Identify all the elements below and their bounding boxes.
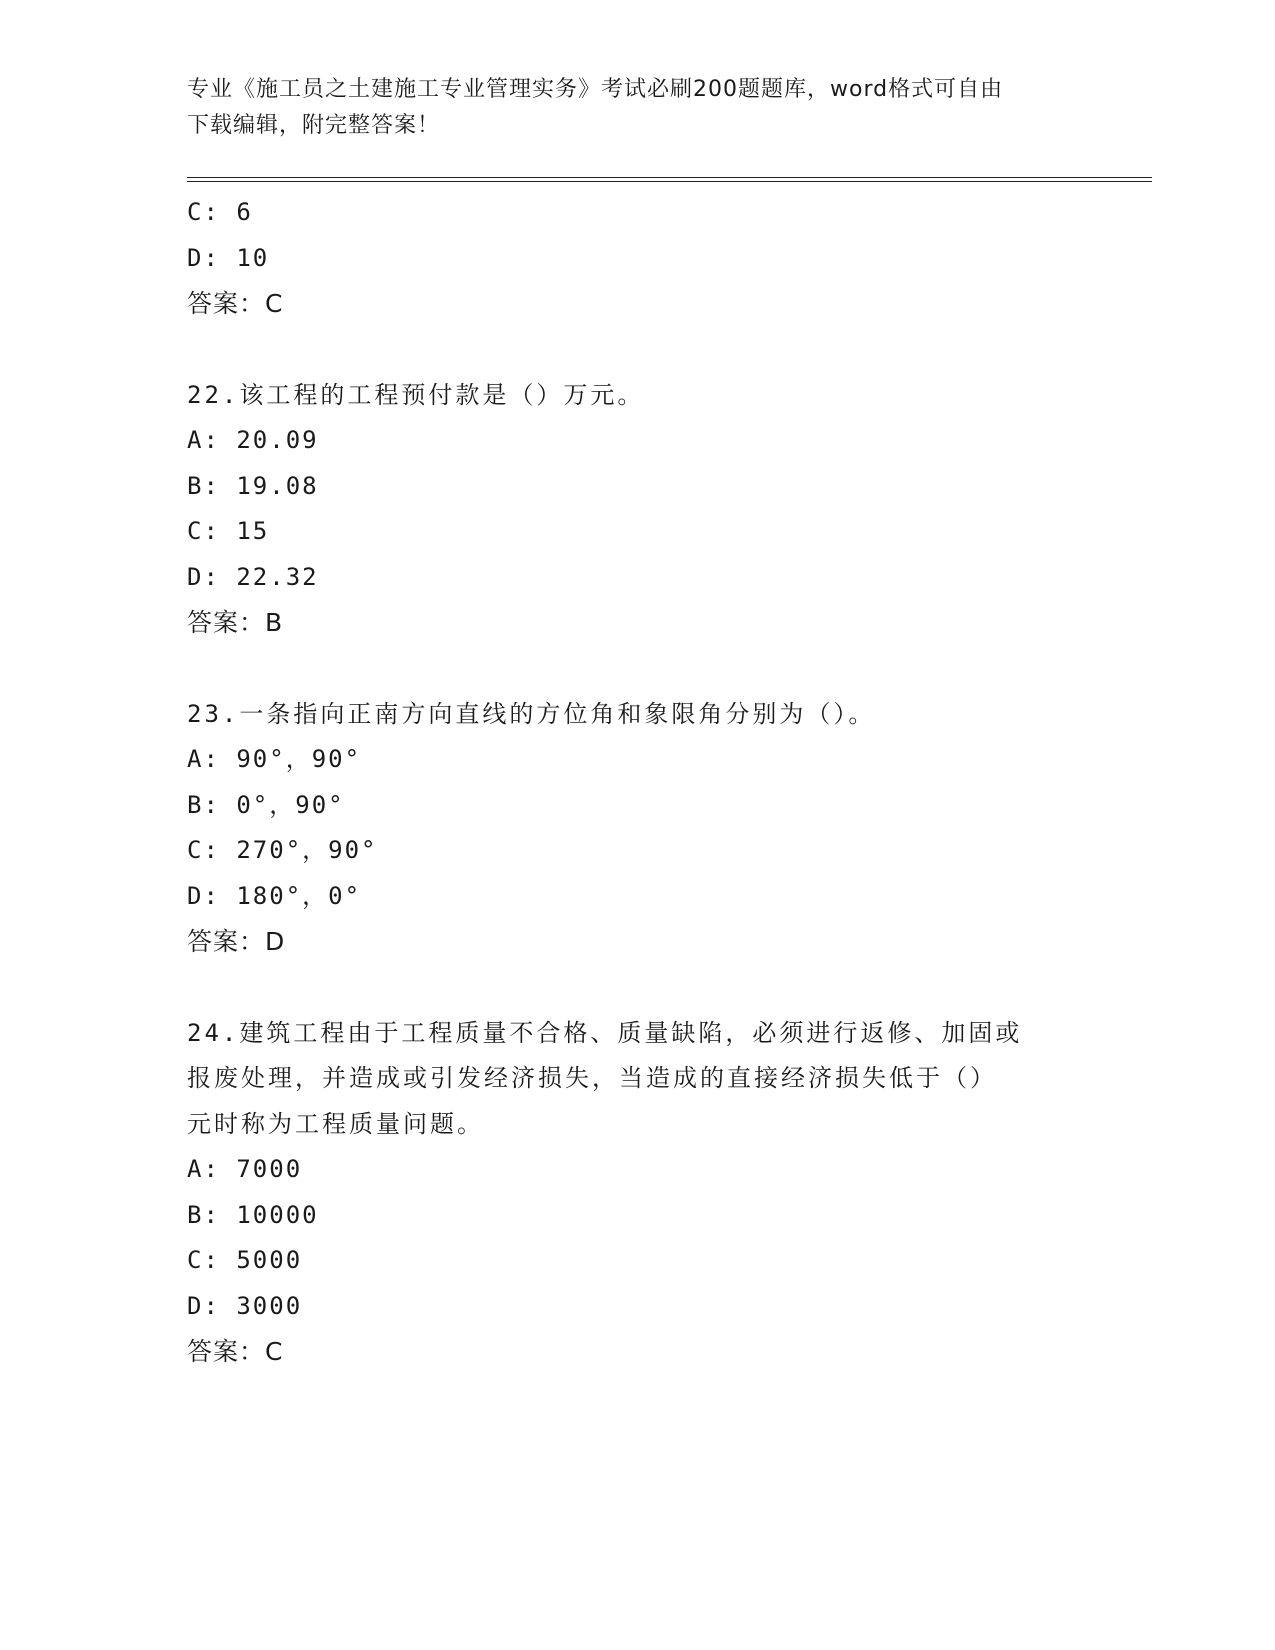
option-d: D: 180°，0° [187, 881, 362, 910]
question-stem-line: 报废处理，并造成或引发经济损失，当造成的直接经济损失低于（） [187, 1064, 997, 1092]
question-22 [187, 373, 1087, 646]
question-stem-line: 24.建筑工程由于工程质量不合格、质量缺陷，必须进行返修、加固或 [187, 1018, 1023, 1047]
question-stem [187, 692, 1087, 738]
option-c: C: 15 [187, 517, 270, 545]
answer-line: 答案：C [187, 289, 284, 318]
option-a: A: 20.09 [187, 426, 319, 454]
question-23 [187, 692, 1087, 965]
option-c: C: 270°，90° [187, 836, 378, 864]
option-a: A: 90°，90° [187, 745, 362, 773]
question-21-continuation [187, 190, 1087, 327]
header-divider-top [187, 177, 1152, 178]
option-d: D: 10 [187, 243, 270, 272]
question-stem [187, 373, 1087, 419]
option-b: B: 19.08 [187, 471, 319, 500]
answer-line: 答案：B [187, 608, 284, 637]
option-b: B: 0°，90° [187, 790, 345, 819]
header-title-line-1: 专业《施工员之土建施工专业管理实务》考试必刷200题题库，word格式可自由 [187, 77, 1004, 102]
header-title-line-2: 下载编辑，附完整答案！ [187, 113, 441, 138]
question-content [187, 190, 1087, 1375]
option-b: B: 10000 [187, 1200, 319, 1229]
header-divider-bottom [187, 181, 1152, 182]
option-a: A: 7000 [187, 1155, 303, 1183]
option-d: D: 22.32 [187, 562, 319, 591]
answer-line: 答案：C [187, 1337, 284, 1366]
document-header [187, 72, 1087, 144]
option-c: C: 5000 [187, 1246, 303, 1274]
spacer [187, 646, 1087, 692]
spacer [187, 327, 1087, 373]
question-stem [187, 1011, 1087, 1148]
question-stem-line: 元时称为工程质量问题。 [187, 1109, 484, 1138]
option-d: D: 3000 [187, 1291, 303, 1320]
spacer [187, 965, 1087, 1011]
option-c: C: 6 [187, 198, 253, 226]
question-stem-line: 22.该工程的工程预付款是（）万元。 [187, 380, 645, 409]
answer-line: 答案：D [187, 927, 286, 956]
question-stem-line: 23.一条指向正南方向直线的方位角和象限角分别为（）。 [187, 699, 876, 728]
question-24 [187, 1011, 1087, 1375]
